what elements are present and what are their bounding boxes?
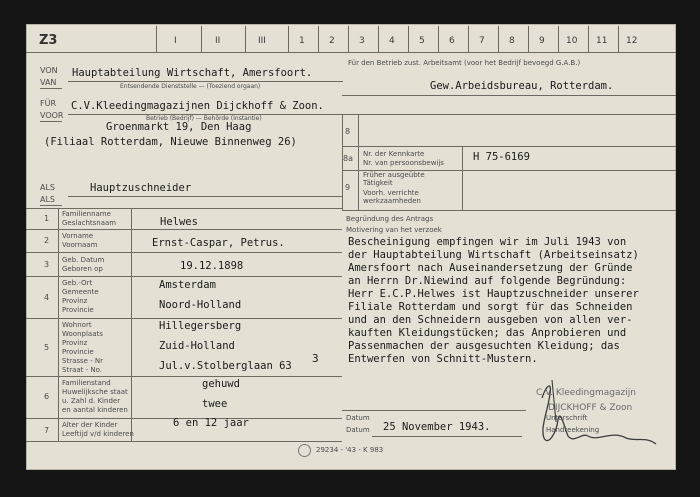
header-col-8: 8 xyxy=(509,36,515,46)
motivering-label: Motivering van het verzoek xyxy=(346,226,442,234)
company-stamp-line-1: C.V. Kleedingmagazijn xyxy=(536,388,636,398)
header-col-5: 5 xyxy=(419,36,425,46)
row-9-num: 9 xyxy=(345,183,351,192)
header-col-11: 11 xyxy=(596,36,608,46)
kennkarte-value: H 75-6169 xyxy=(473,151,530,163)
wohnort-value: Hillegersberg xyxy=(159,320,242,332)
header-col-II: II xyxy=(215,36,221,46)
unterschrift-label: Unterschrift xyxy=(546,414,588,422)
address-line-2: (Filiaal Rotterdam, Nieuwe Binnenweg 26) xyxy=(44,136,297,148)
arbeitsamt-caption: Für den Betrieb zust. Arbeitsamt (voor het Bedrijf bevoegd G.A.B.) xyxy=(348,59,581,67)
signature xyxy=(522,358,672,450)
row-8-num: 8 xyxy=(345,127,351,136)
row-5-label-5: Strasse - Nr xyxy=(62,357,104,365)
row-3-label-de: Geb. Datum xyxy=(62,256,105,264)
row-6-label-4: en aantal kinderen xyxy=(62,406,128,414)
header-col-III: III xyxy=(258,36,266,46)
header-col-I: I xyxy=(174,36,177,46)
begruendung-line-3: Amersfoort nach Auseinandersetzung der Gründe xyxy=(348,262,633,274)
header-col-9: 9 xyxy=(539,36,545,46)
fuer-value: C.V.Kleedingmagazijnen Dijckhoff & Zoon. xyxy=(71,100,324,112)
row-1-label-de: Familienname xyxy=(62,210,111,218)
printer-mark-icon xyxy=(298,444,311,457)
row-4-label-de: Geb.-Ort xyxy=(62,279,93,287)
header-col-10: 10 xyxy=(566,36,578,46)
begruendung-line-4: an Herrn Dr.Niewind auf folgende Begründung: xyxy=(348,275,627,287)
header-col-4: 4 xyxy=(389,36,395,46)
row-4-label-4: Provincie xyxy=(62,306,94,314)
fuer-label: FÜR xyxy=(40,99,57,108)
header-col-7: 7 xyxy=(479,36,485,46)
begruendung-line-5: Herr E.C.P.Helwes ist Hauptzuschneider unserer xyxy=(348,288,639,300)
geburtsprovinz-value: Noord-Holland xyxy=(159,299,242,311)
handteekening-label: Handteekening xyxy=(546,426,600,434)
header-divider xyxy=(26,52,676,53)
strasse-superscript: 3 xyxy=(312,352,319,365)
begruendung-line-10: Entwerfen von Schnitt-Mustern. xyxy=(348,353,538,365)
taetigkeit-label-nl-1: Voorh. verrichte xyxy=(363,189,419,197)
row-4-label-3: Provinz xyxy=(62,297,88,305)
taetigkeit-label-de-1: Früher ausgeübte xyxy=(363,171,425,179)
van-label: VAN xyxy=(40,78,57,87)
row-7-label-de: Alter der Kinder xyxy=(62,421,118,429)
kinderzahl-value: twee xyxy=(202,398,228,410)
geburtsdatum-value: 19.12.1898 xyxy=(180,260,244,272)
begruendung-line-7: und an den Schneidern ausgeben von allen ver- xyxy=(348,314,633,326)
geburtsort-value: Amsterdam xyxy=(159,279,216,291)
row-8a-num: 8a xyxy=(343,154,353,163)
begruendung-line-8: kauften Kleidungstücken; das Anprobieren und xyxy=(348,327,627,339)
kinderalter-value: 6 en 12 jaar xyxy=(173,417,249,429)
footer-print-code: 29234 - '43 - K 983 xyxy=(316,446,384,454)
card-code: Z3 xyxy=(39,33,58,48)
begruendung-line-9: Passenmachen der ausgesuchten Kleidung; das xyxy=(348,340,620,352)
row-6-num: 6 xyxy=(44,392,50,401)
row-3-label-nl: Geboren op xyxy=(62,265,103,273)
row-5-label-6: Straat - No. xyxy=(62,366,102,374)
row-7-num: 7 xyxy=(44,426,50,435)
row-5-label-de: Wohnort xyxy=(62,321,92,329)
row-4-label-nl: Gemeente xyxy=(62,288,99,296)
row-1-num: 1 xyxy=(44,214,50,223)
begruendung-line-6: Filiale Rotterdam und sorgt für das Schneiden xyxy=(348,301,633,313)
header-col-2: 2 xyxy=(329,36,335,46)
row-5-label-3: Provinz xyxy=(62,339,88,347)
datum-nl-label: Datum xyxy=(346,426,370,434)
voor-label: VOOR xyxy=(40,111,64,120)
als-label: ALS xyxy=(40,183,56,192)
row-5-label-4: Provincie xyxy=(62,348,94,356)
taetigkeit-label-nl-2: werkzaamheden xyxy=(363,197,421,205)
row-5-num: 5 xyxy=(44,343,50,352)
begruendung-line-1: Bescheinigung empfingen wir im Juli 1943 von xyxy=(348,236,627,248)
familienstand-value: gehuwd xyxy=(202,378,240,390)
row-6-label-3: u. Zahl d. Kinder xyxy=(62,397,121,405)
header-col-3: 3 xyxy=(359,36,365,46)
fuer-caption: Betrieb (Bedrijf) — Behörde (Instantie) xyxy=(146,115,262,122)
kennkarte-label-de: Nr. der Kennkarte xyxy=(363,150,425,158)
company-stamp-line-2: DIJCKHOFF & Zoon xyxy=(548,403,633,413)
arbeitsamt-value: Gew.Arbeidsbureau, Rotterdam. xyxy=(430,80,614,92)
begruendung-label: Begründung des Antrags xyxy=(346,215,434,223)
von-label: VON xyxy=(40,66,58,75)
begruendung-line-2: der Hauptabteilung Wirtschaft (Arbeitseinsatz) xyxy=(348,249,639,261)
row-3-num: 3 xyxy=(44,260,50,269)
registration-card xyxy=(26,24,676,470)
row-1-label-nl: Geslachtsnaam xyxy=(62,219,117,227)
row-2-label-de: Vorname xyxy=(62,232,94,240)
als-nl-label: ALS xyxy=(40,195,56,204)
header-col-1: 1 xyxy=(299,36,305,46)
kennkarte-label-nl: Nr. van persoonsbewijs xyxy=(363,159,444,167)
header-col-12: 12 xyxy=(626,36,638,46)
row-6-label-de: Familienstand xyxy=(62,379,111,387)
row-2-num: 2 xyxy=(44,236,50,245)
strasse-value: Jul.v.Stolberglaan 63 xyxy=(159,360,292,372)
datum-value: 25 November 1943. xyxy=(383,421,491,433)
row-2-label-nl: Voornaam xyxy=(62,241,98,249)
datum-label: Datum xyxy=(346,414,370,422)
als-value: Hauptzuschneider xyxy=(90,182,192,194)
address-line-1: Groenmarkt 19, Den Haag xyxy=(106,121,252,133)
wohnprovinz-value: Zuid-Holland xyxy=(159,340,235,352)
vorname-value: Ernst-Caspar, Petrus. xyxy=(152,237,285,249)
row-6-label-nl: Huwelijksche staat xyxy=(62,388,128,396)
familienname-value: Helwes xyxy=(160,216,198,228)
von-caption: Entsendende Dienststelle — (Toeziend orgaan) xyxy=(120,83,261,90)
row-7-label-nl: Leeftijd v/d kinderen xyxy=(62,430,134,438)
von-value: Hauptabteilung Wirtschaft, Amersfoort. xyxy=(72,67,313,79)
row-5-label-nl: Woonplaats xyxy=(62,330,103,338)
header-col-6: 6 xyxy=(449,36,455,46)
row-4-num: 4 xyxy=(44,293,50,302)
taetigkeit-label-de-2: Tätigkeit xyxy=(363,179,393,187)
